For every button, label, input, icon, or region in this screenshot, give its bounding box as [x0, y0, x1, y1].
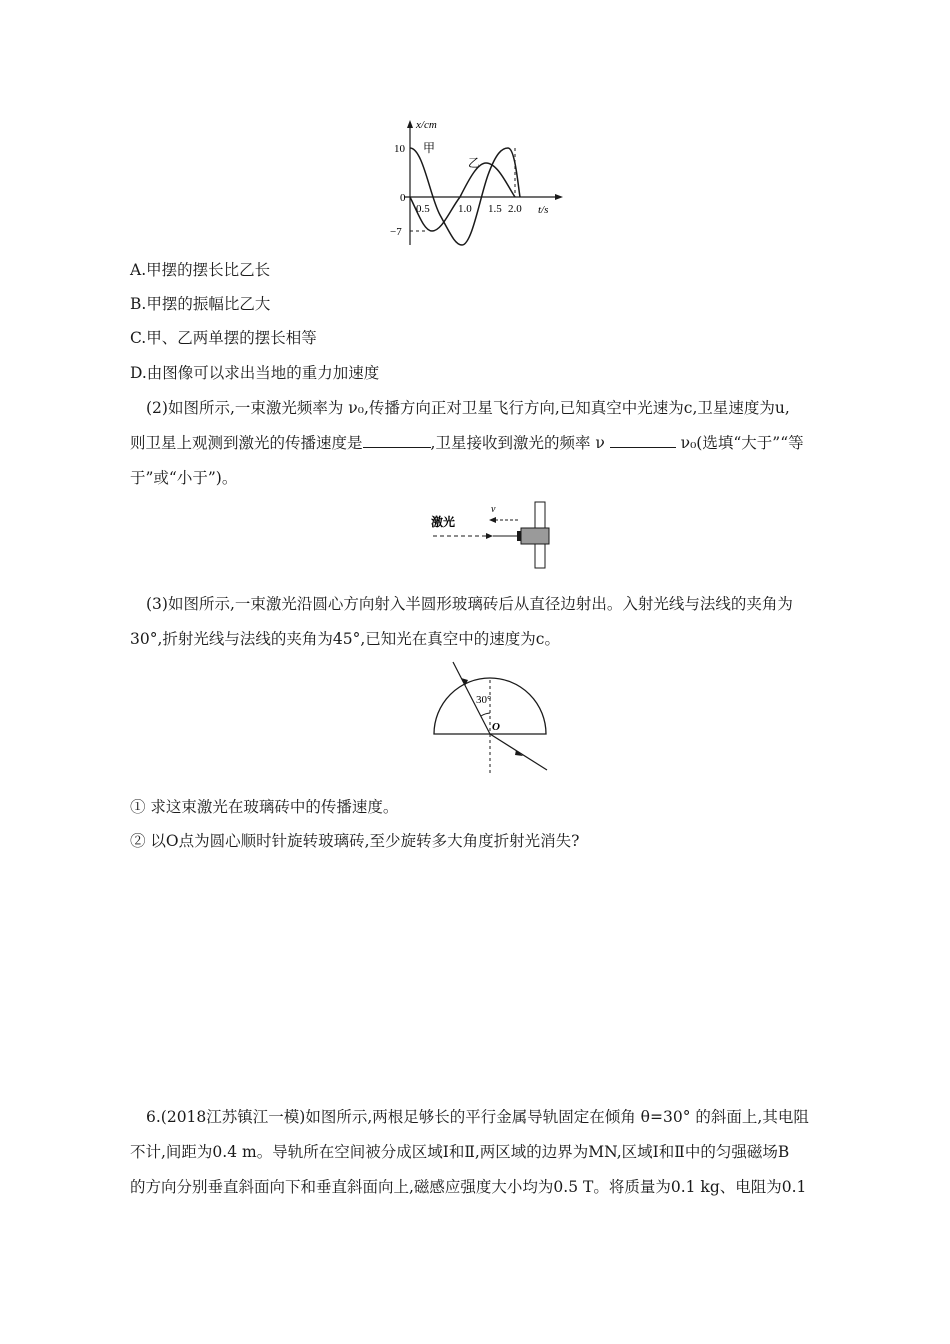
option-d: D.由图像可以求出当地的重力加速度 [130, 364, 380, 382]
q2-line2-a: 则卫星上观测到激光的传播速度是 [130, 434, 363, 452]
laser-arrowhead [486, 533, 493, 539]
sub-question-1: ① 求这束激光在玻璃砖中的传播速度。 [130, 798, 399, 816]
q3-line1: (3)如图所示,一束激光沿圆心方向射入半圆形玻璃砖后从直径边射出。入射光线与法线的夹角为 [146, 595, 793, 613]
tick-10: 10 [394, 143, 405, 155]
q6-line2: 不计,间距为0.4 m。导轨所在空间被分成区域Ⅰ和Ⅱ,两区域的边界为MN,区域Ⅰ和Ⅱ中的匀强磁场B [130, 1143, 790, 1161]
option-a: A.甲摆的摆长比乙长 [130, 261, 271, 279]
angle-label: 30° [476, 694, 492, 706]
q2-line2-b: ,卫星接收到激光的频率 ν [430, 434, 605, 452]
sub-question-2: ② 以O点为圆心顺时针旋转玻璃砖,至少旋转多大角度折射光消失? [130, 832, 580, 850]
curve-label-jia: 甲 [423, 141, 436, 155]
q2-line3: 于”或“小于”)。 [130, 469, 238, 487]
tick-0-5: 0.5 [416, 203, 430, 215]
q3-line2: 30°,折射光线与法线的夹角为45°,已知光在真空中的速度为c。 [130, 630, 560, 648]
q6-line3: 的方向分别垂直斜面向下和垂直斜面向上,磁感应强度大小均为0.5 T。将质量为0.1 kg、电阻为0.1 [130, 1178, 807, 1196]
y-axis-label: x/cm [416, 119, 437, 131]
velocity-arrowhead [489, 517, 496, 523]
glass-brick-diagram [425, 656, 555, 776]
answer-blank-frequency[interactable] [610, 433, 676, 448]
refracted-arrowhead [515, 750, 523, 756]
q2-line1: (2)如图所示,一束激光频率为 ν₀,传播方向正对卫星飞行方向,已知真空中光速为c,卫星速度为u, [146, 399, 790, 417]
oscillation-graph [360, 115, 570, 255]
refracted-ray [490, 734, 547, 770]
antenna-dish [517, 531, 521, 541]
center-label: O [492, 721, 500, 733]
x-axis-arrow [555, 194, 563, 200]
angle-arc [481, 713, 490, 716]
y-axis-arrow [407, 120, 413, 128]
answer-blank-speed[interactable] [363, 433, 431, 448]
tick-0: 0 [400, 192, 406, 204]
option-c: C.甲、乙两单摆的摆长相等 [130, 329, 317, 347]
satellite-body [521, 528, 549, 544]
tick-2-0: 2.0 [508, 203, 522, 215]
laser-satellite-diagram [425, 500, 565, 572]
q2-line2 [130, 433, 804, 453]
velocity-label: v [491, 504, 496, 515]
tick-1-0: 1.0 [458, 203, 472, 215]
curve-label-yi: 乙 [468, 156, 481, 170]
tick-1-5: 1.5 [488, 203, 502, 215]
x-axis-label: t/s [538, 204, 549, 216]
tick-neg7: −7 [390, 226, 402, 238]
option-b: B.甲摆的振幅比乙大 [130, 295, 271, 313]
laser-label: 激光 [431, 515, 456, 529]
q2-line2-c: ν₀(选填“大于”“等 [680, 434, 804, 452]
q6-line1: 6.(2018江苏镇江一模)如图所示,两根足够长的平行金属导轨固定在倾角 θ=30° 的斜面上,其电阻 [146, 1108, 809, 1126]
